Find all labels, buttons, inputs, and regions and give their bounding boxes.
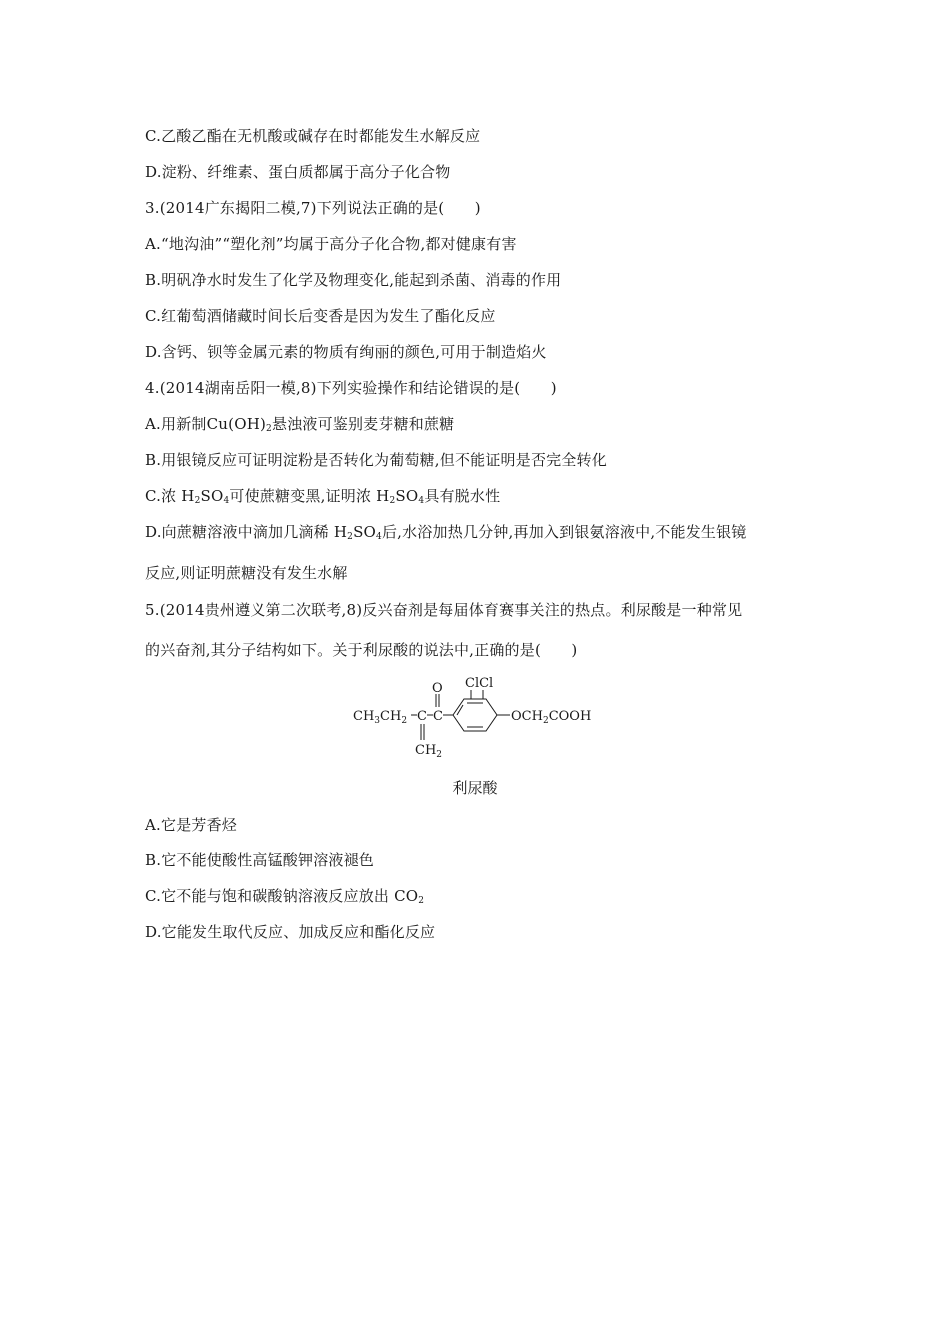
- benzene-ring: [453, 699, 497, 731]
- ethyl-group: $CH_3CH_2$: [353, 709, 408, 726]
- molecular-structure: [345, 672, 615, 762]
- methylene-group: $CH_2$: [415, 743, 443, 760]
- dichloro-label: ClCl: [465, 676, 494, 691]
- option-d-q2: D.淀粉、纤维素、蛋白质都属于高分子化合物: [145, 163, 451, 181]
- option-c-q5: C.它不能与饱和碳酸钠溶液反应放出 $CO_2$: [145, 887, 425, 906]
- question-4-stem: 4.(2014湖南岳阳一模,8)下列实验操作和结论错误的是( ): [145, 379, 557, 397]
- question-3-stem: 3.(2014广东揭阳二模,7)下列说法正确的是( ): [145, 199, 481, 217]
- central-carbon: C: [417, 709, 427, 724]
- question-5-stem-line1: 5.(2014贵州遵义第二次联考,8)反兴奋剂是每届体育赛事关注的热点。利尿酸是一种常见: [145, 601, 743, 619]
- option-d-q4-line2: 反应,则证明蔗糖没有发生水解: [145, 564, 348, 582]
- option-d-q3: D.含钙、钡等金属元素的物质有绚丽的颜色,可用于制造焰火: [145, 343, 547, 361]
- option-a-q5: A.它是芳香烃: [145, 816, 238, 834]
- carbonyl-carbon: C: [433, 709, 443, 724]
- structure-svg: [345, 672, 615, 762]
- structure-caption: 利尿酸: [452, 779, 498, 797]
- option-a-q3: A.“地沟油”“塑化剂”均属于高分子化合物,都对健康有害: [145, 235, 517, 253]
- option-d-q5: D.它能发生取代反应、加成反应和酯化反应: [145, 923, 436, 941]
- oxyacetic-group: $OCH_2COOH$: [511, 709, 592, 726]
- ring-double-bond-left: [457, 705, 463, 715]
- option-b-q3: B.明矾净水时发生了化学及物理变化,能起到杀菌、消毒的作用: [145, 271, 562, 289]
- option-b-q5: B.它不能使酸性高锰酸钾溶液褪色: [145, 851, 374, 869]
- option-d-q4-line1: D.向蔗糖溶液中滴加几滴稀 $H_2SO_4$后,水浴加热几分钟,再加入到银氨溶液中,不能发生银镜: [145, 523, 747, 542]
- option-c-q4: C.浓 $H_2SO_4$可使蔗糖变黑,证明浓 $H_2SO_4$具有脱水性: [145, 487, 501, 506]
- carbonyl-oxygen: O: [432, 681, 443, 696]
- option-c-q3: C.红葡萄酒储藏时间长后变香是因为发生了酯化反应: [145, 307, 496, 325]
- option-c-q2: C.乙酸乙酯在无机酸或碱存在时都能发生水解反应: [145, 127, 481, 145]
- option-b-q4: B.用银镜反应可证明淀粉是否转化为葡萄糖,但不能证明是否完全转化: [145, 451, 607, 469]
- question-5-stem-line2: 的兴奋剂,其分子结构如下。关于利尿酸的说法中,正确的是( ): [145, 641, 578, 659]
- option-a-q4: A.用新制$Cu(OH)_2$悬浊液可鉴别麦芽糖和蔗糖: [145, 415, 455, 434]
